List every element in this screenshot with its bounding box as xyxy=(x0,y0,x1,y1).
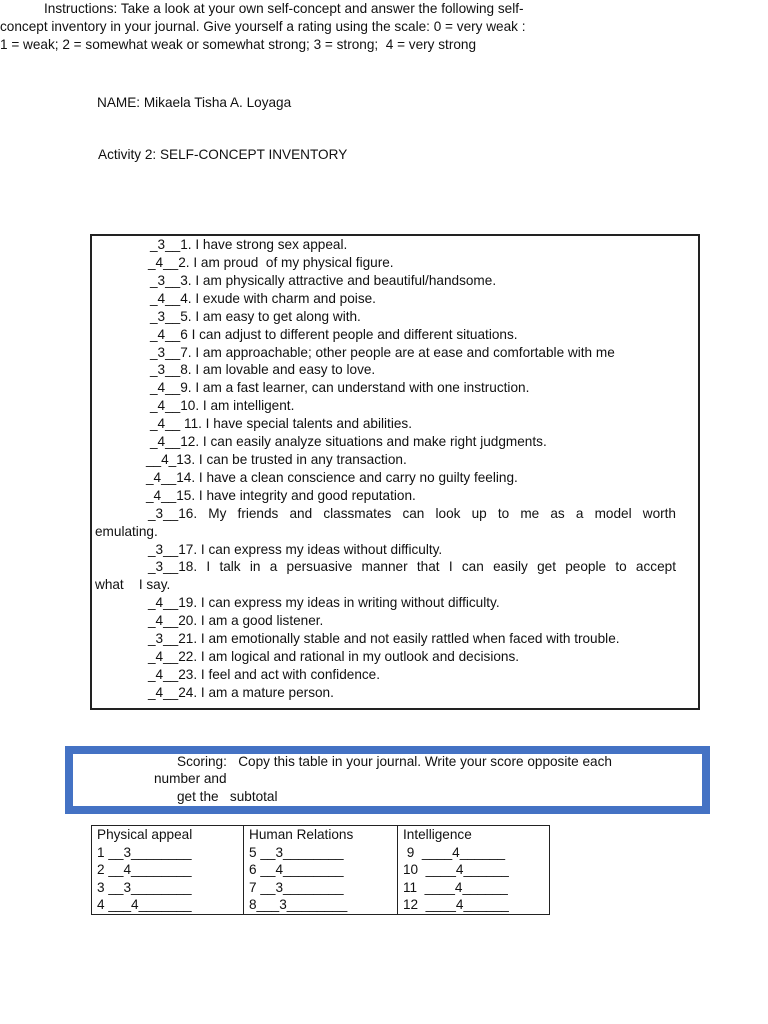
score-row: 9 ____4______ xyxy=(403,844,506,860)
inventory-item: __4_13. I can be trusted in any transaction. xyxy=(146,452,407,467)
score-row: 6 __4________ xyxy=(249,862,344,878)
score-column-physical-appeal xyxy=(92,826,244,915)
inventory-item: _3__18. I talk in a persuasive manner that I can easily get people to accept xyxy=(148,559,676,574)
scoring-line: Scoring: Copy this table in your journal. Write your score opposite each xyxy=(177,754,612,769)
instructions-line: 1 = weak; 2 = somewhat weak or somewhat strong; 3 = strong; 4 = very strong xyxy=(0,37,477,52)
inventory-item: _4__15. I have integrity and good reputation. xyxy=(146,488,416,503)
inventory-item: _4__6 I can adjust to different people and different situations. xyxy=(150,327,518,342)
inventory-item: _3__17. I can express my ideas without difficulty. xyxy=(148,542,443,557)
score-row: 5 __3________ xyxy=(249,844,344,860)
score-column-intelligence xyxy=(398,826,550,915)
score-row: 12 ____4______ xyxy=(403,897,509,913)
score-column-header: Intelligence xyxy=(403,827,472,842)
score-row: 2 __4________ xyxy=(97,862,192,878)
inventory-item: _4__10. I am intelligent. xyxy=(150,398,295,413)
inventory-item: _3__7. I am approachable; other people are at ease and comfortable with me xyxy=(150,345,615,360)
inventory-item: _3__1. I have strong sex appeal. xyxy=(150,237,348,252)
inventory-item: _4__23. I feel and act with confidence. xyxy=(148,667,381,682)
inventory-item: _4__22. I am logical and rational in my outlook and decisions. xyxy=(148,649,520,664)
instructions-line: Instructions: Take a look at your own self-concept and answer the following self- xyxy=(44,1,524,16)
scoring-line: number and xyxy=(154,771,227,786)
instructions xyxy=(0,0,585,54)
inventory-item: _4__19. I can express my ideas in writing without difficulty. xyxy=(148,595,500,610)
score-column-header: Physical appeal xyxy=(97,827,193,842)
instructions-line: concept inventory in your journal. Give yourself a rating using the scale: 0 = very weak : xyxy=(0,19,526,34)
score-column-human-relations xyxy=(244,826,398,915)
inventory-item: _4__9. I am a fast learner, can understand with one instruction. xyxy=(150,380,530,395)
score-column-header: Human Relations xyxy=(249,827,354,842)
inventory-item: _4__2. I am proud of my physical figure. xyxy=(148,255,394,270)
inventory-item: _3__5. I am easy to get along with. xyxy=(150,309,361,324)
score-row: 10 ____4______ xyxy=(403,862,509,878)
inventory-item: _4__12. I can easily analyze situations and make right judgments. xyxy=(150,434,547,449)
scoring-instructions-panel xyxy=(73,754,702,806)
inventory-item: _3__16. My friends and classmates can look up to me as a model worth xyxy=(148,506,676,521)
scoring-line: get the subtotal xyxy=(177,789,278,804)
score-row: 11 ____4______ xyxy=(403,879,508,895)
score-row: 4 ___4_______ xyxy=(97,897,192,913)
student-name: NAME: Mikaela Tisha A. Loyaga xyxy=(97,95,292,110)
inventory-item-continuation: what I say. xyxy=(95,577,171,592)
score-row: 7 __3________ xyxy=(249,879,344,895)
inventory-item: _3__8. I am lovable and easy to love. xyxy=(150,362,376,377)
score-row: 8___3________ xyxy=(249,897,348,913)
inventory-item: _4__24. I am a mature person. xyxy=(148,685,334,700)
score-row: 1 __3________ xyxy=(97,844,192,860)
inventory-item-continuation: emulating. xyxy=(95,524,158,539)
activity-title: Activity 2: SELF-CONCEPT INVENTORY xyxy=(98,147,348,162)
inventory-item: _3__3. I am physically attractive and beautiful/handsome. xyxy=(150,273,497,288)
inventory-item: _4__ 11. I have special talents and abilities. xyxy=(150,416,412,431)
score-table xyxy=(91,825,550,915)
inventory-box xyxy=(90,234,700,710)
inventory-item: _4__20. I am a good listener. xyxy=(148,613,324,628)
score-row: 3 __3________ xyxy=(97,879,192,895)
scoring-instructions-box xyxy=(65,746,710,814)
inventory-item: _4__14. I have a clean conscience and carry no guilty feeling. xyxy=(146,470,518,485)
inventory-item: _3__21. I am emotionally stable and not easily rattled when faced with trouble. xyxy=(148,631,620,646)
inventory-item: _4__4. I exude with charm and poise. xyxy=(150,291,376,306)
